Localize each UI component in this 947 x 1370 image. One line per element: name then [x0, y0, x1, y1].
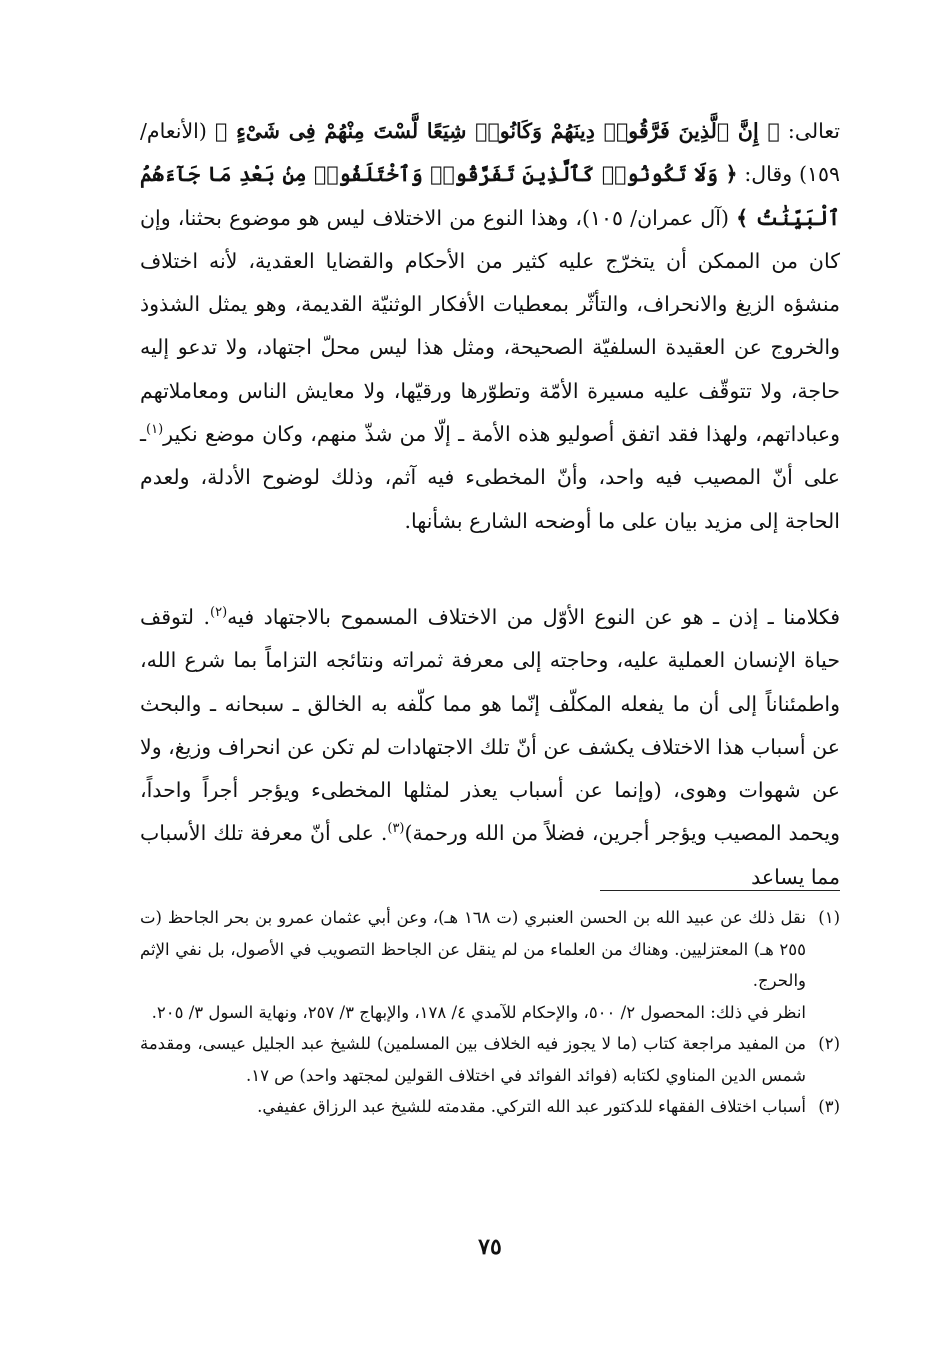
footnote-1 — [140, 902, 840, 1028]
footnote-reference-3[interactable]: (٣) — [387, 821, 405, 837]
paragraph-text: (الأنعام/ ١٥٩) وقال: — [140, 119, 840, 187]
footnote-reference-2[interactable]: (٢) — [210, 605, 228, 621]
footnote-text: من المفيد مراجعة كتاب (ما لا يجوز فيه الخلاف بين المسلمين) للشيخ عبد الجليل عيسى، ومقدمة شمس الدين المناوي لكتابه (فوائد الفوائد في اختلاف القولين لمجتهد واحد) ص ١٧. — [140, 1034, 806, 1085]
footnote-2 — [140, 1028, 840, 1091]
book-page — [140, 108, 840, 1308]
footnote-reference-1[interactable]: (١) — [146, 422, 164, 438]
paragraph-text: . لتوقف حياة الإنسان العملية عليه، وحاجته إلى معرفة ثمراته ونتائجه التزاماً بما شرع الله، واطمئناناً إلى أن ما يفعله المكلّف إنّما هو مما كلّفه به الخالق ـ سبحانه ـ والبحث عن أسباب هذا الاختلاف يكشف عن أنّ تلك الاجتهادات لم تكن عن انحراف وزيغ، ولا عن شهوات وهوى، (وإنما عن أسباب يعذر لمثلها المخطىء ويؤجر أجراً واحداً، ويحمد المصيب ويؤجر أجرين، فضلاً من الله ورحمة) — [140, 605, 840, 846]
footnote-divider — [600, 890, 840, 891]
paragraph-text: (آل عمران/ ١٠٥)، وهذا النوع من الاختلاف ليس هو موضوع بحثنا، وإن كان من الممكن أن يتخرّج عليه كثير من الأحكام والقضايا العقدية، لأنه اختلاف منشؤه الزيغ والانحراف، والتأثّر بمعطيات الأفكار الوثنيّة القديمة، وهو يمثل الشذوذ والخروج عن العقيدة السلفيّة الصحيحة، ومثل هذا ليس محلّ اجتهاد، ولا تدعو إليه حاجة، ولا تتوقّف عليه مسيرة الأمّة وتطوّرها ورقيّها، ولا معايش الناس ومعاملاتهم وعباداتهم، ولهذا فقد اتفق أصوليو هذه الأمة ـ إلّا من شذّ منهم، وكان موضع نكير — [140, 205, 840, 447]
paragraph-intro-text: تعالى: — [779, 119, 840, 143]
paragraph-text: فكلامنا ـ إذن ـ هو عن النوع الأوّل من الاختلاف المسموح بالاجتهاد فيه — [227, 605, 840, 629]
footnotes-section — [140, 902, 840, 1123]
footnote-text: نقل ذلك عن عبيد الله بن الحسن العنبري (ت ١٦٨ هـ)، وعن أبي عثمان عمرو بن بحر الجاحظ (ت ٢٥٥ هـ) المعتزليين. وهناك من العلماء من لم ينقل عن الجاحظ التصويب في الأصول، بل نفي الإثم والحرج. — [140, 908, 806, 990]
footnote-number: (٢) — [818, 1034, 840, 1053]
page-number: ٧٥ — [478, 1234, 502, 1260]
footnote-text: أسباب اختلاف الفقهاء للدكتور عبد الله التركي. مقدمته للشيخ عبد الرزاق عفيفي. — [257, 1097, 806, 1116]
quran-verse-anam: ﴿ إِنَّ ٱلَّذِينَ فَرَّقُوا۟ دِينَهُمْ وَكَانُوا۟ شِيَعًا لَّسْتَ مِنْهُمْ فِى شَىْءٍ ﴾ — [214, 119, 780, 143]
footnote-reference-list: انظر في ذلك: المحصول ٢/ ٥٠٠، والإحكام للآمدي ٤/ ١٧٨، والإبهاج ٣/ ٢٥٧، ونهاية السول ٣/ ٢٠٥. — [151, 1002, 806, 1022]
footnote-3 — [140, 1091, 840, 1123]
paragraph-text: . على أنّ معرفة تلك الأسباب مما يساعد — [140, 821, 840, 889]
footnote-number: (٣) — [818, 1097, 840, 1116]
paragraph-text: ـ على أنّ المصيب فيه واحد، وأنّ المخطىء فيه آثم، وذلك لوضوح الأدلة، ولعدم الحاجة إلى مزيد بيان على ما أوضحه الشارع بشأنها. — [140, 422, 840, 533]
body-paragraph-1 — [140, 110, 840, 543]
footnote-number: (١) — [818, 908, 840, 927]
quran-verse-imran: ﴿ وَلَا تَكُونُوا۟ كَٱلَّذِينَ تَفَرَّقُوا۟ وَٱخْتَلَفُوا۟ مِنۢ بَعْدِ مَا جَآءَهُمُ ٱلْبَيِّنَٰتُ ﴾ — [140, 162, 840, 230]
body-paragraph-2 — [140, 596, 840, 899]
